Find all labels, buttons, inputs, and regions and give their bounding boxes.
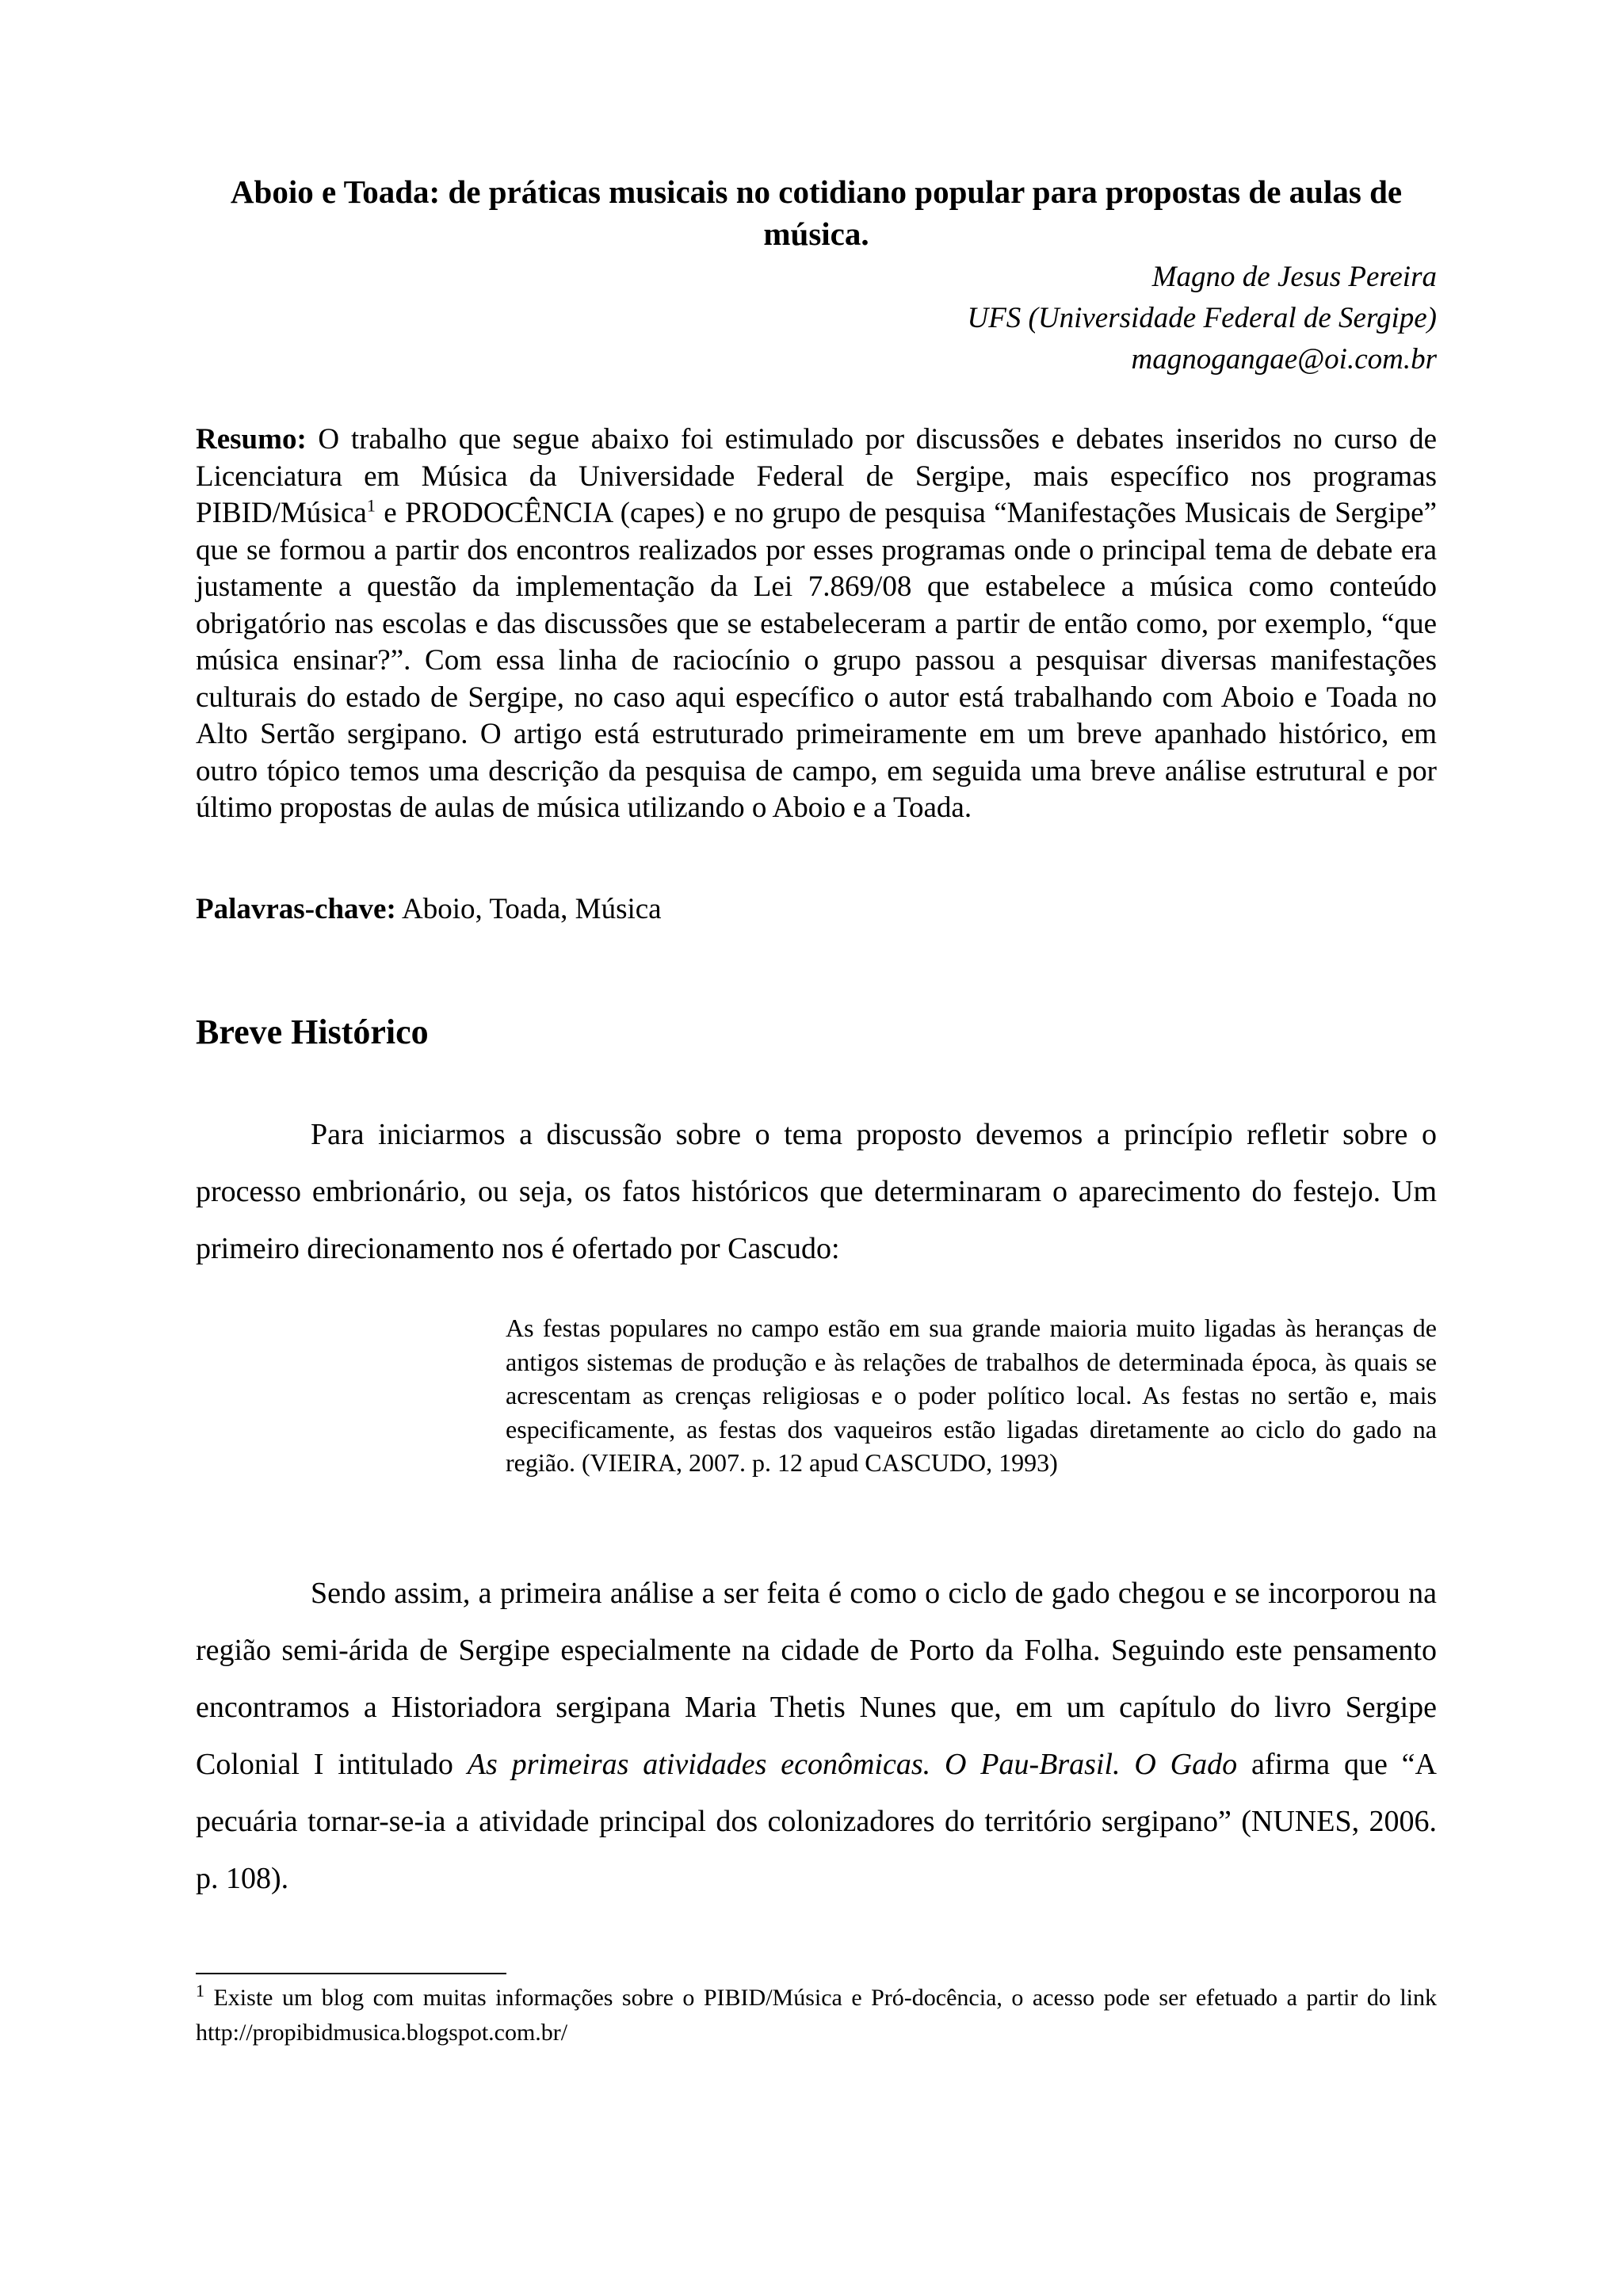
keywords — [196, 891, 1437, 928]
author-name: Magno de Jesus Pereira — [1151, 261, 1437, 293]
abstract — [196, 421, 1437, 827]
keywords-text: Aboio, Toada, Música — [395, 893, 662, 925]
book-chapter-title: As primeiras atividades econômicas. O Pau-Brasil. O Gado — [467, 1748, 1238, 1781]
body-paragraph-1: Para iniciarmos a discussão sobre o tema proposto devemos a princípio refletir sobre o processo embrionário, ou seja, os fatos históricos que determinaram o aparecimento do festejo. Um primeiro direcionamento nos é ofertado por Cascudo: — [196, 1118, 1437, 1265]
abstract-label: Resumo: — [196, 423, 307, 456]
author-affiliation: UFS (Universidade Federal de Sergipe) — [967, 302, 1437, 334]
paper-title: Aboio e Toada: de práticas musicais no cotidiano popular para propostas de aulas de música. — [230, 174, 1403, 252]
keywords-label: Palavras-chave: — [196, 893, 396, 925]
paragraph2-text-end: afirma que “A pecuária tornar-se-ia a atividade principal dos colonizadores do território sergipano” (NUNES, 2006. p. 108). — [196, 1748, 1437, 1895]
abstract-text-part1: O trabalho que segue abaixo foi estimulado por discussões e debates inseridos no curso de Licenciatura em Música da Universidade Federal de Sergipe, mais específico nos programas PIBID/Música — [196, 423, 1437, 529]
footnote-marker: 1 — [196, 1981, 204, 2000]
paragraph2-text-start: Sendo assim, a primeira análise a ser feita é como o ciclo de gado chegou e se incorporou na região semi-árida de Sergipe especialmente na cidade de Porto da Folha. Seguindo este pensamento encontramos a Historiadora sergipana Maria Thetis Nunes que, em um capítulo do livro Sergipe Colonial I intitulado — [196, 1577, 1437, 1781]
footnote-separator — [196, 1973, 506, 1974]
abstract-text-part2: e PRODOCÊNCIA (capes) e no grupo de pesquisa “Manifestações Musicais de Sergipe” que se formou a partir dos encontros realizados por esses programas onde o principal tema de debate era justamente a questão da implementação da Lei 7.869/08 que estabelece a música como conteúdo obrigatório nas escolas e das discussões que se estabeleceram a partir de então como, por exemplo, “que música ensinar?”. Com essa linha de raciocínio o grupo passou a pesquisar diversas manifestações culturais do estado de Sergipe, no caso aqui específico o autor está trabalhando com Aboio e Toada no Alto Sertão sergipano. O artigo está estruturado primeiramente em um breve apanhado histórico, em outro tópico temos uma descrição da pesquisa de campo, em seguida uma breve análise estrutural e por último propostas de aulas de música utilizando o Aboio e a Toada. — [196, 497, 1437, 824]
footnote-reference: 1 — [366, 495, 376, 516]
footnote — [196, 1981, 1437, 2050]
section-heading: Breve Histórico — [196, 1013, 429, 1051]
author-email: magnogangae@oi.com.br — [1131, 343, 1437, 376]
body-paragraph-2 — [196, 1565, 1437, 1907]
block-quote: As festas populares no campo estão em sua grande maioria muito ligadas às heranças de antigos sistemas de produção e às relações de trabalhos de determinada época, às quais se acrescentam as crenças religiosas e o poder político local. As festas no sertão e, mais especificamente, as festas dos vaqueiros estão ligadas diretamente ao ciclo do gado na região. (VIEIRA, 2007. p. 12 apud CASCUDO, 1993) — [506, 1314, 1437, 1477]
footnote-text: Existe um blog com muitas informações sobre o PIBID/Música e Pró-docência, o acesso pode ser efetuado a partir do link http://propibidmusica.blogspot.com.br/ — [196, 1985, 1437, 2046]
author-block — [967, 257, 1437, 380]
